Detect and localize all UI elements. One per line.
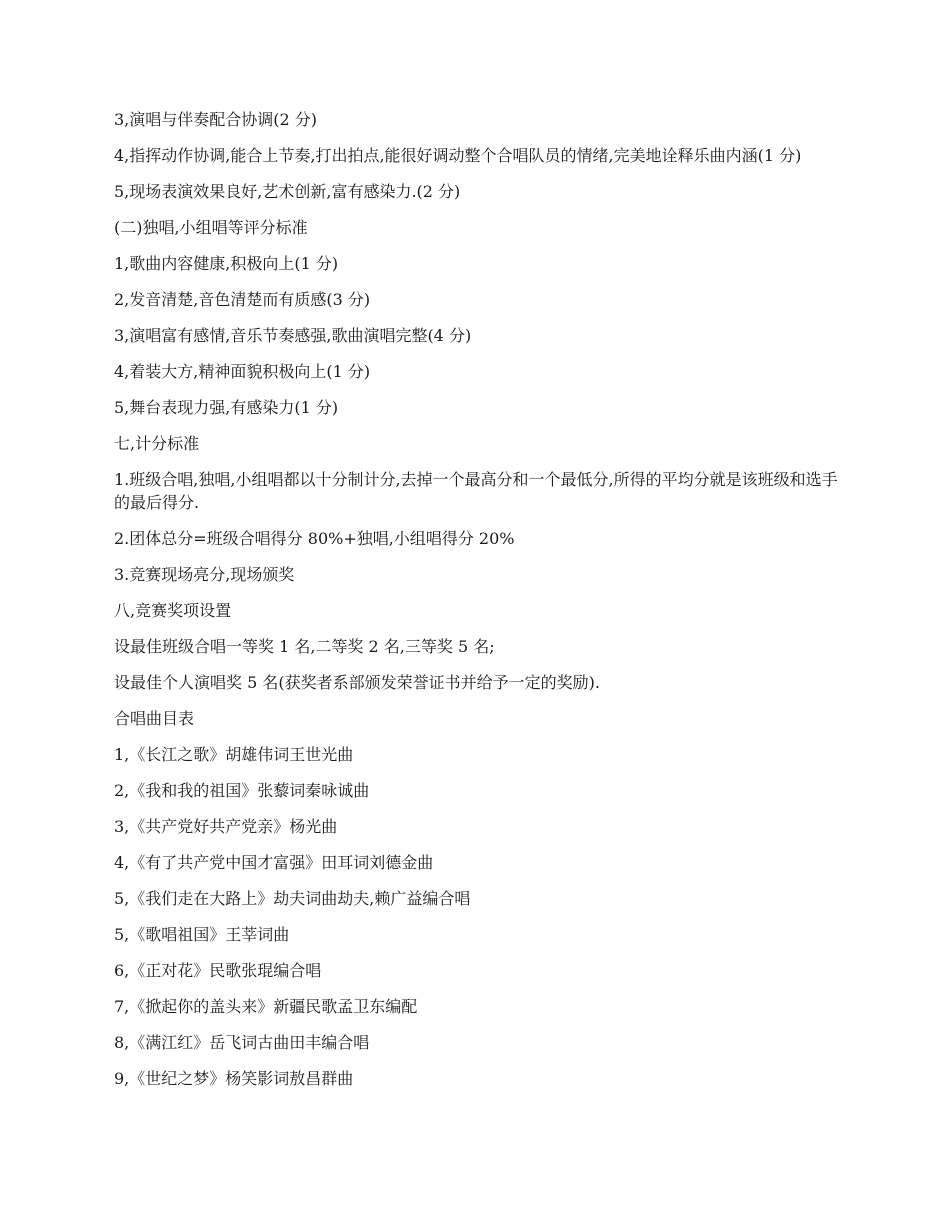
list-item-song: 1,《长江之歌》胡雄伟词王世光曲 bbox=[114, 745, 354, 764]
paragraph-scoring-item-3: 3,演唱与伴奏配合协调(2 分) bbox=[114, 110, 318, 129]
paragraph-award-individual: 设最佳个人演唱奖 5 名(获奖者系部颁发荣誉证书并给予一定的奖励). bbox=[114, 673, 600, 692]
list-item-song: 6,《正对花》民歌张琨编合唱 bbox=[114, 961, 322, 980]
list-item-song: 5,《我们走在大路上》劫夫词曲劫夫,赖广益编合唱 bbox=[114, 889, 471, 908]
section-heading-scoring-standard: 七,计分标准 bbox=[114, 434, 200, 453]
list-item-song: 5,《歌唱祖国》王莘词曲 bbox=[114, 925, 290, 944]
paragraph-scoring-rule-1: 1.班级合唱,独唱,小组唱都以十分制计分,去掉一个最高分和一个最低分,所得的平均分就是该班级和选手的最后得分. bbox=[114, 470, 838, 512]
section-heading-song-list: 合唱曲目表 bbox=[114, 709, 195, 728]
list-item-song: 7,《掀起你的盖头来》新疆民歌孟卫东编配 bbox=[114, 997, 418, 1016]
paragraph-scoring-item-4: 4,指挥动作协调,能合上节奏,打出拍点,能很好调动整个合唱队员的情绪,完美地诠释乐曲内涵(1 分) bbox=[114, 146, 802, 165]
section-heading-solo-criteria: (二)独唱,小组唱等评分标准 bbox=[114, 218, 308, 237]
paragraph-scoring-rule-2: 2.团体总分=班级合唱得分 80%+独唱,小组唱得分 20% bbox=[114, 529, 515, 548]
list-item-song: 9,《世纪之梦》杨笑影词敖昌群曲 bbox=[114, 1069, 354, 1088]
paragraph-scoring-rule-3: 3.竞赛现场亮分,现场颁奖 bbox=[114, 565, 295, 584]
paragraph-solo-item-5: 5,舞台表现力强,有感染力(1 分) bbox=[114, 398, 339, 417]
paragraph-award-class: 设最佳班级合唱一等奖 1 名,二等奖 2 名,三等奖 5 名; bbox=[114, 637, 495, 656]
list-item-song: 8,《满江红》岳飞词古曲田丰编合唱 bbox=[114, 1033, 370, 1052]
list-item-song: 4,《有了共产党中国才富强》田耳词刘德金曲 bbox=[114, 853, 434, 872]
list-item-song: 3,《共产党好共产党亲》杨光曲 bbox=[114, 817, 338, 836]
paragraph-solo-item-3: 3,演唱富有感情,音乐节奏感强,歌曲演唱完整(4 分) bbox=[114, 326, 472, 345]
paragraph-scoring-item-5: 5,现场表演效果良好,艺术创新,富有感染力.(2 分) bbox=[114, 182, 461, 201]
paragraph-solo-item-2: 2,发音清楚,音色清楚而有质感(3 分) bbox=[114, 290, 371, 309]
list-item-song: 2,《我和我的祖国》张藜词秦咏诚曲 bbox=[114, 781, 370, 800]
paragraph-solo-item-1: 1,歌曲内容健康,积极向上(1 分) bbox=[114, 254, 339, 273]
section-heading-awards: 八,竞赛奖项设置 bbox=[114, 601, 232, 620]
document-page bbox=[114, 108, 840, 1103]
paragraph-solo-item-4: 4,着装大方,精神面貌积极向上(1 分) bbox=[114, 362, 371, 381]
